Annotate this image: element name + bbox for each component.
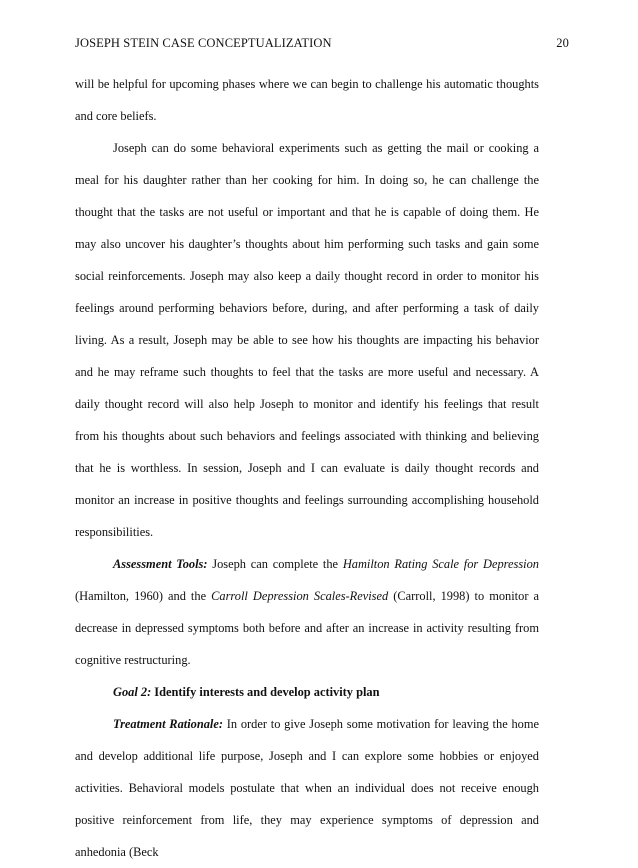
paragraph-behavioral-experiments: Joseph can do some behavioral experiments such as getting the mail or cooking a meal for his daughter rather than her cooking for him. In doing so, he can challenge the thought that the tasks are not useful or important and that he is capable of doing them. He may also uncover his daughter’s thoughts about him performing such tasks and gain some social reinforcements. Joseph may also keep a daily thought record in order to monitor his feelings around performing behaviors before, during, and after performing a task of daily living. As a result, Joseph may be able to see how his thoughts are impacting his behavior and he may reframe such thoughts to feel that the tasks are more useful and necessary. A daily thought record will also help Joseph to monitor and identify his feelings that result from his thoughts about such behaviors and feelings associated with thinking and believing that he is worthless. In session, Joseph and I can evaluate is daily thought records and monitor an increase in positive thoughts and feelings surrounding accomplishing household responsibilities.: [75, 141, 539, 539]
paragraph-continuation: will be helpful for upcoming phases where we can begin to challenge his automatic thoughts and core beliefs.: [75, 77, 539, 123]
treatment-rationale-label: Treatment Rationale:: [113, 717, 223, 731]
assessment-text-2: (Hamilton, 1960) and the: [75, 589, 212, 603]
goal-text: Identify interests and develop activity plan: [151, 685, 380, 699]
assessment-tools-label: Assessment Tools:: [113, 557, 208, 571]
page-number: 20: [556, 36, 569, 50]
assessment-text-1: Joseph can complete the: [207, 557, 343, 571]
body-text: [75, 68, 539, 868]
running-head: JOSEPH STEIN CASE CONCEPTUALIZATION: [75, 36, 332, 50]
paragraph-treatment-rationale: [75, 708, 539, 868]
carroll-scale-title: Carroll Depression Scales-Revised: [211, 589, 389, 603]
treatment-rationale-text: In order to give Joseph some motivation for leaving the home and develop additional life purpose, Joseph and I can explore some hobbies or enjoyed activities. Behavioral models postulate that when an individual does not receive enough positive reinforcement from life, they may experience symptoms of depression and anhedonia (Beck: [75, 717, 539, 859]
hamilton-scale-title: Hamilton Rating Scale for Depression: [342, 557, 539, 571]
goal-label: Goal 2:: [113, 685, 152, 699]
page-header: [75, 36, 569, 56]
assessment-text-3: (Carroll, 1998) to monitor a decrease in depressed symptoms both before and after an increase in activity resulting from cognitive restructuring.: [75, 589, 539, 667]
goal-heading: [75, 676, 539, 708]
paragraph-assessment-tools: [75, 548, 539, 676]
